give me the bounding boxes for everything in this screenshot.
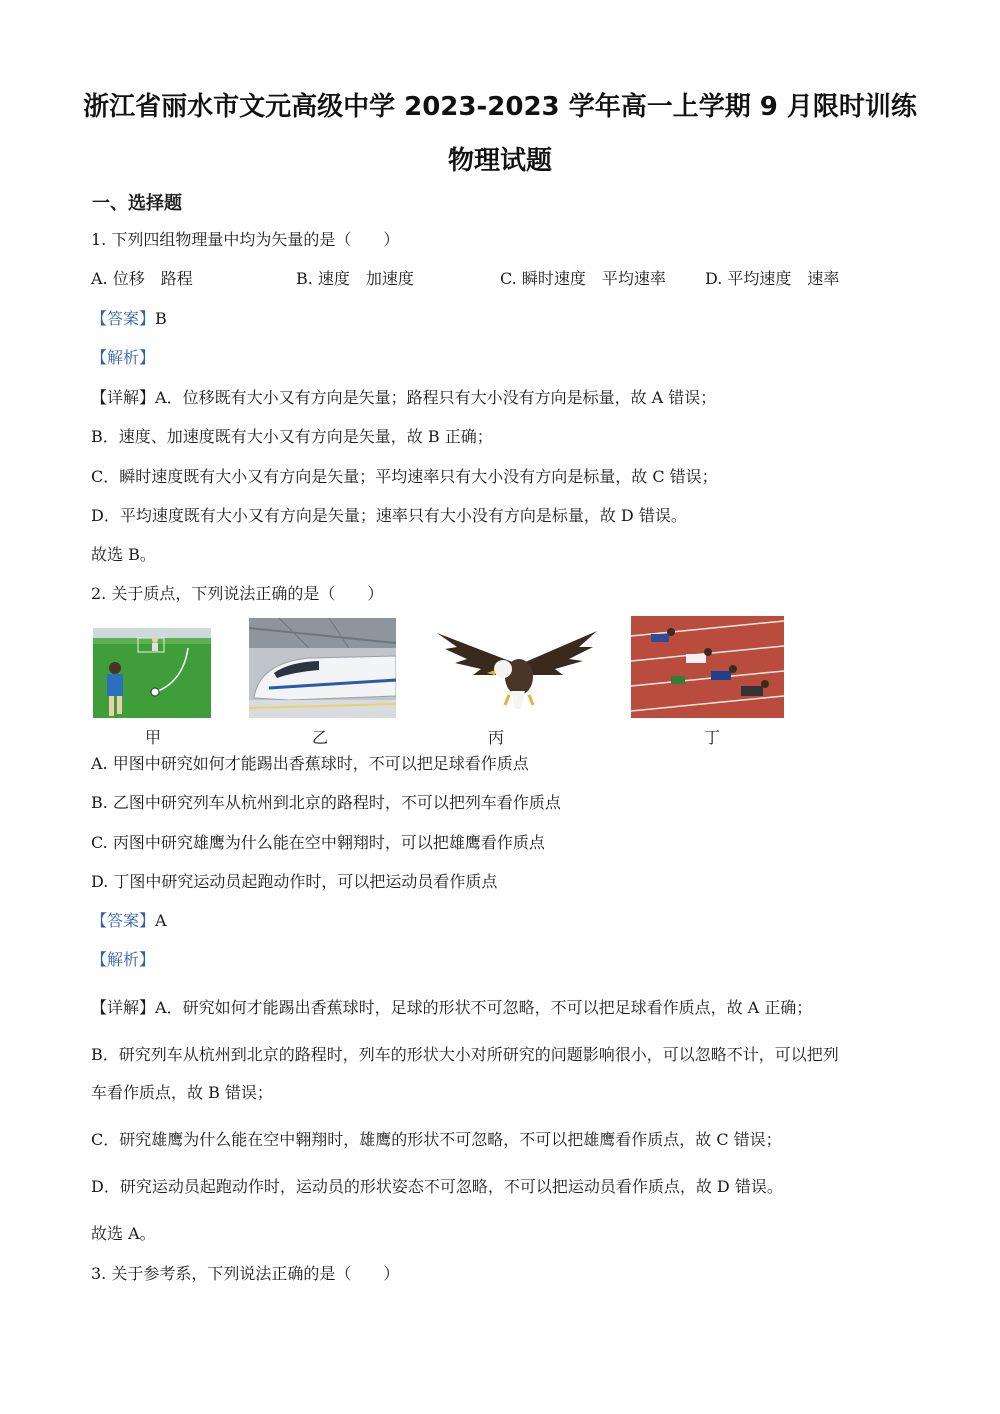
q1-option-a: A. 位移 路程: [91, 269, 193, 288]
q1-conclusion: 故选 B。: [91, 545, 156, 564]
caption-bing: 丙: [487, 728, 504, 747]
q3-stem: 3. 关于参考系，下列说法正确的是（ ）: [91, 1264, 400, 1283]
detail-tag: 【详解】: [91, 998, 156, 1017]
q1-option-c: C. 瞬时速度 平均速率: [500, 269, 666, 288]
eagle-image: [437, 625, 597, 717]
q1-option-d: D. 平均速度 速率: [705, 269, 840, 288]
q2-detail-c: C．研究雄鹰为什么能在空中翱翔时，雄鹰的形状不可忽略，不可以把雄鹰看作质点，故 C 错误；: [91, 1130, 782, 1149]
caption-ding: 丁: [703, 728, 720, 747]
q1-stem: 1. 下列四组物理量中均为矢量的是（ ）: [91, 230, 400, 249]
q2-conclusion: 故选 A。: [91, 1224, 156, 1243]
q1-answer: [91, 308, 167, 330]
detail-text: A．位移既有大小又有方向是矢量；路程只有大小没有方向是标量，故 A 错误；: [155, 388, 717, 407]
answer-tag: 【答案】: [91, 309, 156, 328]
soccer-image: [93, 628, 211, 718]
caption-jia: 甲: [144, 728, 161, 747]
q1-option-b: B. 速度 加速度: [296, 269, 414, 288]
answer-value: A: [155, 911, 167, 930]
q2-detail-b: B．研究列车从杭州到北京的路程时，列车的形状大小对所研究的问题影响很小，可以忽略不计，可以把列: [91, 1045, 839, 1064]
q1-detail-a: [91, 387, 716, 409]
answer-value: B: [155, 309, 167, 328]
document-title: 浙江省丽水市文元高级中学 2023-2023 学年高一上学期 9 月限时训练: [83, 92, 917, 122]
q2-answer: [91, 910, 167, 932]
detail-tag: 【详解】: [91, 388, 156, 407]
q2-detail-a: [91, 997, 812, 1019]
q2-stem: 2. 关于质点，下列说法正确的是（ ）: [91, 584, 384, 603]
q2-option-b: B. 乙图中研究列车从杭州到北京的路程时，不可以把列车看作质点: [91, 793, 561, 812]
q2-detail-d: D．研究运动员起跑动作时，运动员的形状姿态不可忽略，不可以把运动员看作质点，故 D 错误。: [91, 1177, 783, 1196]
sprinters-image: [631, 616, 784, 718]
caption-yi: 乙: [311, 728, 328, 747]
q2-option-c: C. 丙图中研究雄鹰为什么能在空中翱翔时，可以把雄鹰看作质点: [91, 833, 545, 852]
q2-detail-b-cont: 车看作质点，故 B 错误；: [91, 1083, 273, 1102]
q1-analysis-tag: 【解析】: [91, 348, 156, 367]
q1-detail-c: C．瞬时速度既有大小又有方向是矢量；平均速率只有大小没有方向是标量，故 C 错误；: [91, 467, 718, 486]
q2-option-d: D. 丁图中研究运动员起跑动作时，可以把运动员看作质点: [91, 872, 498, 891]
detail-text: A．研究如何才能踢出香蕉球时，足球的形状不可忽略，不可以把足球看作质点，故 A 正确；: [155, 998, 813, 1017]
q2-option-a: A. 甲图中研究如何才能踢出香蕉球时，不可以把足球看作质点: [91, 754, 529, 773]
train-image: [249, 618, 396, 718]
q1-detail-b: B．速度、加速度既有大小又有方向是矢量，故 B 正确；: [91, 427, 493, 446]
section-heading: 一、选择题: [92, 193, 182, 214]
q2-analysis-tag: 【解析】: [91, 950, 156, 969]
document-subtitle: 物理试题: [447, 146, 552, 176]
q1-detail-d: D．平均速度既有大小又有方向是矢量；速率只有大小没有方向是标量，故 D 错误。: [91, 506, 687, 525]
answer-tag: 【答案】: [91, 911, 156, 930]
